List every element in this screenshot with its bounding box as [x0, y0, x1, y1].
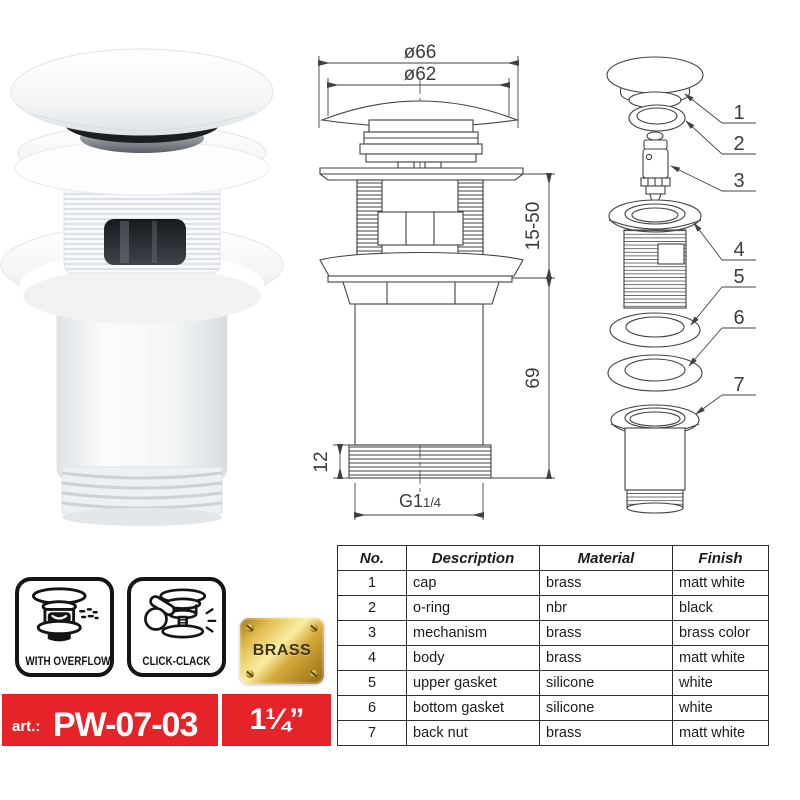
brass-badge: [240, 618, 324, 684]
cell-description: upper gasket: [407, 671, 540, 696]
screw-icon: [246, 670, 254, 678]
drawing-bowl: [320, 253, 523, 305]
col-header-finish: Finish: [673, 546, 769, 571]
cell-finish: black: [673, 596, 769, 621]
cell-finish: matt white: [673, 571, 769, 596]
col-header-material: Material: [540, 546, 673, 571]
col-header-no: No.: [338, 546, 407, 571]
svg-text:G11/4: [399, 491, 441, 511]
cell-no: 6: [338, 696, 407, 721]
drawing-body: [349, 304, 491, 478]
overflow-badge: [15, 577, 114, 677]
dim-thread-length: [311, 445, 349, 478]
cell-description: back nut: [407, 721, 540, 746]
dim-thread-size: [355, 483, 483, 520]
technical-drawing: [303, 28, 573, 528]
table-row: [338, 621, 769, 646]
dim-body-height: [523, 278, 549, 478]
cell-description: cap: [407, 571, 540, 596]
clickclack-badge: [127, 577, 226, 677]
clickclack-icon: [133, 585, 221, 651]
overflow-label: WITH OVERFLOW: [25, 656, 111, 668]
exploded-cap: [607, 57, 703, 108]
cell-description: body: [407, 646, 540, 671]
table-row: [338, 571, 769, 596]
dim-cap-inner-label: ø62: [403, 64, 437, 85]
size-banner: [222, 694, 331, 746]
cell-description: bottom gasket: [407, 696, 540, 721]
part-number-6: 6: [733, 307, 745, 329]
table-row: [338, 696, 769, 721]
drawing-flange: [320, 168, 523, 180]
part-number-1: 1: [733, 102, 745, 124]
cell-no: 7: [338, 721, 407, 746]
screw-icon: [310, 624, 318, 632]
overflow-icon: [21, 585, 109, 651]
cell-no: 2: [338, 596, 407, 621]
cell-material: brass: [540, 721, 673, 746]
product-photo: [0, 35, 300, 535]
dim-clamp-range-label: 15-50: [523, 201, 544, 251]
cell-no: 5: [338, 671, 407, 696]
dim-thread-size-prefix: G1: [398, 491, 423, 511]
cell-description: o-ring: [407, 596, 540, 621]
table-row: [338, 596, 769, 621]
table-row: [338, 721, 769, 746]
part-number-2: 2: [733, 133, 745, 155]
cell-finish: white: [673, 696, 769, 721]
brass-label: BRASS: [252, 642, 312, 659]
photo-overflow-window: [104, 219, 186, 265]
cell-no: 4: [338, 646, 407, 671]
cell-finish: white: [673, 671, 769, 696]
photo-bottom-thread: [62, 467, 222, 526]
part-number-3: 3: [733, 170, 745, 192]
part-number-4: 4: [733, 239, 745, 261]
exploded-mechanism: [641, 132, 670, 204]
table-row: [338, 646, 769, 671]
photo-body: [57, 297, 227, 479]
exploded-back-nut: [611, 405, 699, 513]
article-number: PW-07-03: [53, 706, 198, 744]
dim-cap-outer-label: ø66: [403, 42, 437, 63]
cell-finish: brass color: [673, 621, 769, 646]
dim-clamp-range: [491, 174, 555, 478]
drawing-cap: [322, 101, 517, 168]
drawing-thread-section: [357, 180, 483, 260]
exploded-body: [609, 200, 701, 308]
screw-icon: [310, 670, 318, 678]
cell-material: silicone: [540, 671, 673, 696]
size-label: 1¼”: [249, 703, 304, 736]
dim-thread-length-label: 12: [311, 451, 332, 473]
cell-description: mechanism: [407, 621, 540, 646]
parts-table-header-row: [338, 546, 769, 571]
part-number-7: 7: [733, 374, 745, 396]
parts-table: [337, 545, 769, 746]
article-prefix: art.:: [12, 718, 41, 735]
dim-body-height-label: 69: [523, 367, 544, 389]
exploded-bottom-gasket: [608, 355, 702, 391]
clickclack-label: CLICK-CLACK: [142, 656, 211, 668]
dim-thread-size-fraction: 1/4: [422, 495, 442, 510]
part-number-5: 5: [733, 266, 745, 288]
photo-cap: [11, 49, 273, 135]
screw-icon: [246, 624, 254, 632]
cell-no: 3: [338, 621, 407, 646]
cell-finish: matt white: [673, 721, 769, 746]
table-row: [338, 671, 769, 696]
col-header-description: Description: [407, 546, 540, 571]
cell-material: brass: [540, 646, 673, 671]
cell-material: brass: [540, 571, 673, 596]
cell-no: 1: [338, 571, 407, 596]
exploded-o-ring: [629, 105, 685, 131]
exploded-view: [572, 30, 800, 535]
article-banner: [2, 694, 218, 746]
exploded-upper-gasket: [610, 313, 700, 347]
cell-material: silicone: [540, 696, 673, 721]
cell-finish: matt white: [673, 646, 769, 671]
cell-material: nbr: [540, 596, 673, 621]
cell-material: brass: [540, 621, 673, 646]
